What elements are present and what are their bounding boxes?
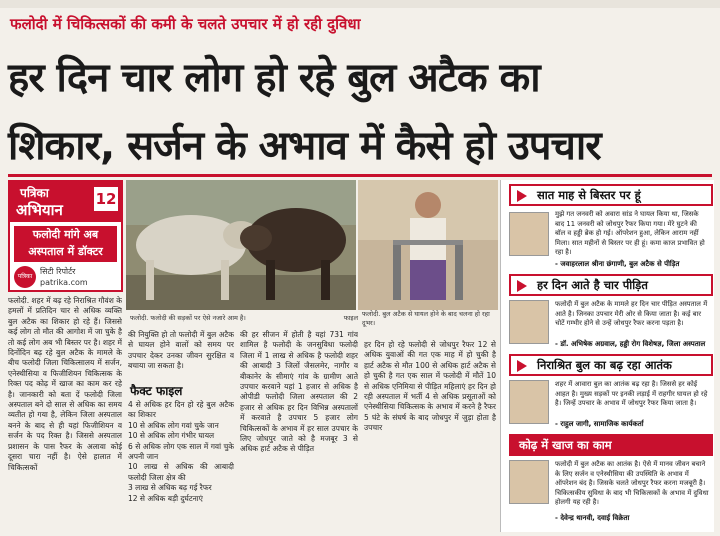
quotes-sidebar bbox=[500, 180, 714, 532]
campaign-number: 12 bbox=[94, 187, 118, 211]
headline-line-1: हर दिन चार लोग हो रहे बुल अटैक का bbox=[8, 55, 540, 101]
sidebar-quote-2: फलोदी में बुल अटैक के मामले हर दिन चार पीड़ित अस्पताल में आते है। जिनका उपचार मेरी ओर से किया जाता है। कई बार चोटें गम्भीर होने से उन्हें जोधपुर रैफर करना पड़ता है। bbox=[555, 300, 708, 328]
sidebar-heading-2 bbox=[509, 274, 713, 296]
person-photo-1 bbox=[509, 212, 549, 256]
site-label: patrika.com bbox=[40, 278, 88, 287]
patient-photo bbox=[358, 180, 498, 310]
sidebar-heading-4: कोढ़ में खाज का काम bbox=[509, 434, 713, 456]
fact-file-list: 4 से अधिक हर दिन हो रहे बुल अटैक का शिकार 10 से अधिक लोग गवां चुके जान 10 से अधिक लोग गंभीर घायल 6 से अधिक लोग एक साल में गवां चुके अपनी जान 10 लाख से अधिक की आबादी फलोदी जिला क्षेत्र की 3 लाख से अधिक बढ़ गई रैफर 12 से अधिक बड़ी दुर्घटनाएं bbox=[128, 400, 234, 503]
sidebar-quote-3: शहर में आवारा बुल का आतंक बढ़ रहा है। जिससे हर कोई आहत है। मुख्य सड़कों पर इनकी लड़ाई में राहगीर घायल हो रहे है। जिन्हें उपचार के अभाव में जोधपुर रैफर किया जाता है। bbox=[555, 380, 708, 408]
masthead-strip bbox=[0, 0, 720, 8]
campaign-label-2: अभियान bbox=[16, 201, 63, 219]
sidebar-heading-2-label: हर दिन आते है चार पीड़ित bbox=[537, 278, 648, 292]
sidebar-heading-3-label: निराश्रित बुल का बढ़ रहा आतंक bbox=[537, 358, 672, 372]
patrika-logo-icon: पत्रिका bbox=[14, 266, 36, 288]
kicker: फलोदी में चिकित्सकों की कमी के चलते उपचार में हो रही दुविधा bbox=[10, 15, 361, 33]
campaign-banner bbox=[10, 182, 121, 222]
bulls-photo bbox=[126, 180, 356, 310]
person-photo-2 bbox=[509, 300, 549, 344]
triangle-icon bbox=[517, 280, 527, 292]
campaign-demand: फलोदी मांगे अब अस्पताल में डॉक्टर bbox=[14, 226, 117, 262]
sidebar-quote-1: मुझे गत जनवरी को अवारा सांड ने घायल किया था, जिसके बाद 11 जनवरी को जोधपुर रैफर किया गया। मेरे घुटने की बॉल व हड्डी ब्रेक हो गई। ऑपरेशन हुआ, लेकिन आराम नहीं मिला। सात महीनों से बिस्तर पर ही हूं। कमा काज प्रभावित हो रहा है। bbox=[555, 210, 705, 257]
article-column-1: फलोदी. शहर में बढ़ रहे निराश्रित गौवंश के हमलों में प्रतिदिन चार से अधिक व्यक्ति बुल अटैक का शिकार हो रहे हैं। जिससे कई लोग तो मौत की आगोश में जा चुके है तो कई लोग अब भी बिस्तर पर है। शहर में दिनोंदिन बढ़ रहे बुल अटैक के मामले के बीच फलोदी जिला चिकित्सालय में सर्जन, एनेस्थीसिया व फिजीशियन चिकित्सक के रिक्त पद कोढ़ में खाज का काम कर रहे है। जानकारी को बता दें फलोदी जिला अस्पताल बने दो साल से अधिक का समय व्यतीत हो गया है, लेकिन जिला अस्पताल बनने के बाद से ही यहां फिजीशियन व सर्जन के पद रिक्त है। जिससे अस्पताल प्रशासन के पास रैफर के अलावा कोई दूसरा चारा नहीं है। ऐसे हालात में चिकित्सकों bbox=[8, 296, 122, 472]
photo-caption-right: फलोदी. बुल अटैक से घायल होने के बाद चलना हो रहा दूभर। bbox=[362, 310, 490, 327]
fact-file-heading: फैक्ट फाइल bbox=[130, 384, 183, 398]
sidebar-byline-1: - जवाहरलाल श्रीना छंगाणी, बुल अटैक से पीड़ित bbox=[555, 260, 680, 268]
sidebar-byline-2: - डॉ. अभिषेक अग्रवाल, हड्डी रोग विशेषज्ञ, जिला अस्पताल bbox=[555, 340, 706, 348]
reporter-label: सिटी रिपोर्टर bbox=[40, 267, 76, 276]
sidebar-heading-1-label: सात माह से बिस्तर पर हूं bbox=[537, 188, 641, 202]
campaign-label-1: पत्रिका bbox=[20, 186, 49, 200]
article-column-4: हर दिन हो रहे फलोदी से जोधपुर रैफर 12 से अधिक युवाओं की गत एक माह में हो चुकी है हार्ट अटैक से मौत 100 से अधिक हार्ट अटैक से हो चुकी है गत एक साल में फलोदी में मौतें 10 से अधिक एनिमिया से पीड़ित महिलाएं हर दिन हो रही अस्पताल में भर्ती 4 से अधिक प्रसूताओं को एनेस्थीसिया चिकित्सक के अभाव में करने है रैफर 5 घंटे के संघर्ष के बाद जोधपुर में जुड़ा होता है उपचार bbox=[364, 340, 496, 433]
photo-credit: फाइल bbox=[343, 314, 358, 322]
sidebar-byline-3: - राहुल जागी, सामाजिक कार्यकर्ता bbox=[555, 420, 644, 428]
photo-caption-left: फलोदी. फलोदी की सड़कों पर ऐसे नजारे आम है। bbox=[130, 314, 246, 322]
campaign-box bbox=[8, 180, 123, 292]
triangle-icon bbox=[517, 360, 527, 372]
sidebar-heading-1 bbox=[509, 184, 713, 206]
triangle-icon bbox=[517, 190, 527, 202]
article-column-3: की हर सीजन में होती है यहां 731 गांव शामिल है फलोदी के जनसुविधा फलोदी जिला में 1 लाख से अधिक है फलोदी शहर की आबादी 3 जिलों जैसलमेर, नागौर व बीकानेर के सीमाएं गांव के ग्रामीण आते उपचार करवाने यहां 1 हजार से अधिक है ओपीडी फलोदी जिला अस्पताल की 2 हजार से अधिक हर दिन विभिन्न अस्पतालों में करवाते है उपचार 5 हजार लोग चिकित्सकों के अभाव में हर साल उपचार के लिए जोधपुर जाते को है मजबूर 3 से अधिक हार्ट अटैक से पीड़ित bbox=[240, 330, 358, 454]
person-photo-3 bbox=[509, 380, 549, 424]
article-column-2: की नियुक्ति हो तो फलोदी में बुल अटैक से घायल होने वालों को समय पर उपचार देकर उनका जीवन सुरक्षित व बचाया जा सकता है। bbox=[128, 330, 234, 371]
headline-line-2: शिकार, सर्जन के अभाव में कैसे हो उपचार bbox=[8, 123, 601, 169]
sidebar-quote-4: फलोदी में बुल अटैक का आतंक है। ऐसे में मानव जीवन बचाने के लिए सर्जन व एनेस्थीसिया की उपस्थिति के अभाव में ऑपरेशन बंद है। जिसके चलते जोधपुर रैफर करना मजबूरी है। चिकित्सकीय सुविधा के बाद भी चिकित्सकों के अभाव में दुविधा होलगी यह रही है। bbox=[555, 460, 709, 507]
sidebar-byline-4: - देवेन्द्र थानवी, दवाई विक्रेता bbox=[555, 514, 630, 522]
headline-rule bbox=[8, 174, 712, 177]
sidebar-heading-3 bbox=[509, 354, 713, 376]
person-photo-4 bbox=[509, 460, 549, 504]
